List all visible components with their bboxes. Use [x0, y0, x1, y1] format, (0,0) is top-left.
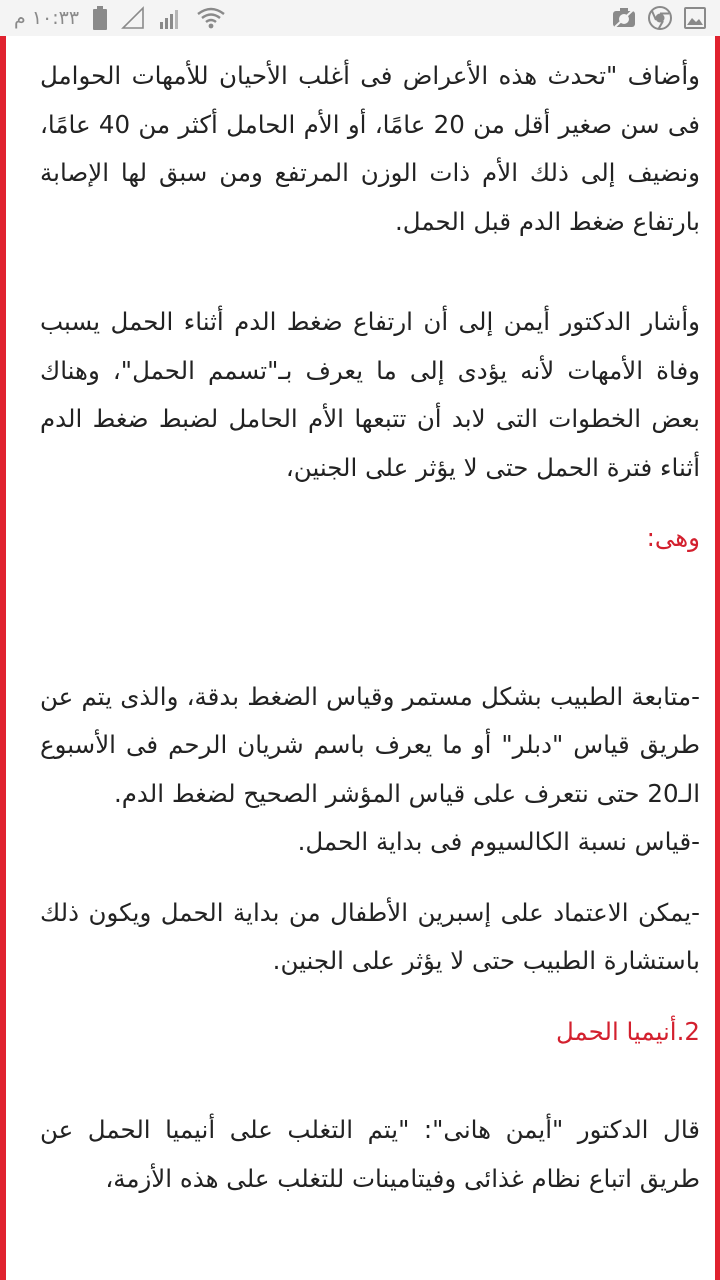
subheading: وهى: [646, 523, 700, 552]
spacer [40, 563, 700, 673]
spacer [40, 986, 700, 1008]
battery-icon [93, 6, 107, 30]
spacer [40, 492, 700, 514]
section-title: أنيميا الحمل [555, 1016, 677, 1046]
spacer [40, 867, 700, 889]
paragraph-3: -متابعة الطبيب بشكل مستمر وقياس الضغط بدقة، والذى يتم عن طريق قياس "دبلر" أو ما يعرف باسم شريان الرحم فى الأسبوع الـ20 حتى نتعرف على قياس المؤشر الصحيح لضغط الدم. [40, 681, 700, 808]
wifi-icon [197, 7, 225, 29]
clock: ١٠:٣٣ م [14, 7, 80, 29]
paragraph-1: وأضاف "تحدث هذه الأعراض فى أغلب الأحيان للأمهات الحوامل فى سن صغير أقل من 20 عامًا، أو الأم الحامل أكثر من 40 عامًا، ونضيف إلى ذلك الأم ذات الوزن المرتفع ومن سبق لها الإصابة بارتفاع ضغط الدم قبل الحمل. [40, 61, 700, 236]
section-heading [40, 1008, 700, 1057]
no-signal-icon [121, 6, 145, 30]
image-icon [684, 7, 706, 29]
paragraph-6: قال الدكتور "أيمن هانى": "يتم التغلب على أنيميا الحمل عن طريق اتباع نظام غذائى وفيتامينات للتغلب على هذه الأزمة، [40, 1115, 700, 1193]
spacer [40, 1056, 700, 1106]
article-body [40, 52, 700, 1203]
page-frame-left [0, 36, 6, 1280]
section-number: 2. [676, 1016, 700, 1046]
paragraph-5: -يمكن الاعتماد على إسبرين الأطفال من بداية الحمل ويكون ذلك باستشارة الطبيب حتى لا يؤثر على الجنين. [40, 897, 700, 975]
camera-off-icon [612, 7, 636, 29]
page-frame-right [715, 36, 720, 1280]
status-bar [0, 0, 720, 36]
signal-icon [159, 6, 183, 30]
paragraph-4: -قياس نسبة الكالسيوم فى بداية الحمل. [297, 827, 700, 856]
chrome-icon [648, 6, 672, 30]
status-bar-left [14, 0, 225, 36]
paragraph-2: وأشار الدكتور أيمن إلى أن ارتفاع ضغط الدم أثناء الحمل يسبب وفاة الأمهات لأنه يؤدى إلى ما يعرف بـ"تسمم الحمل"، وهناك بعض الخطوات التى لابد أن تتبعها الأم الحامل لضبط ضغط الدم أثناء فترة الحمل حتى لا يؤثر على الجنين، [40, 307, 700, 482]
spacer [40, 246, 700, 298]
status-bar-right [612, 0, 706, 36]
